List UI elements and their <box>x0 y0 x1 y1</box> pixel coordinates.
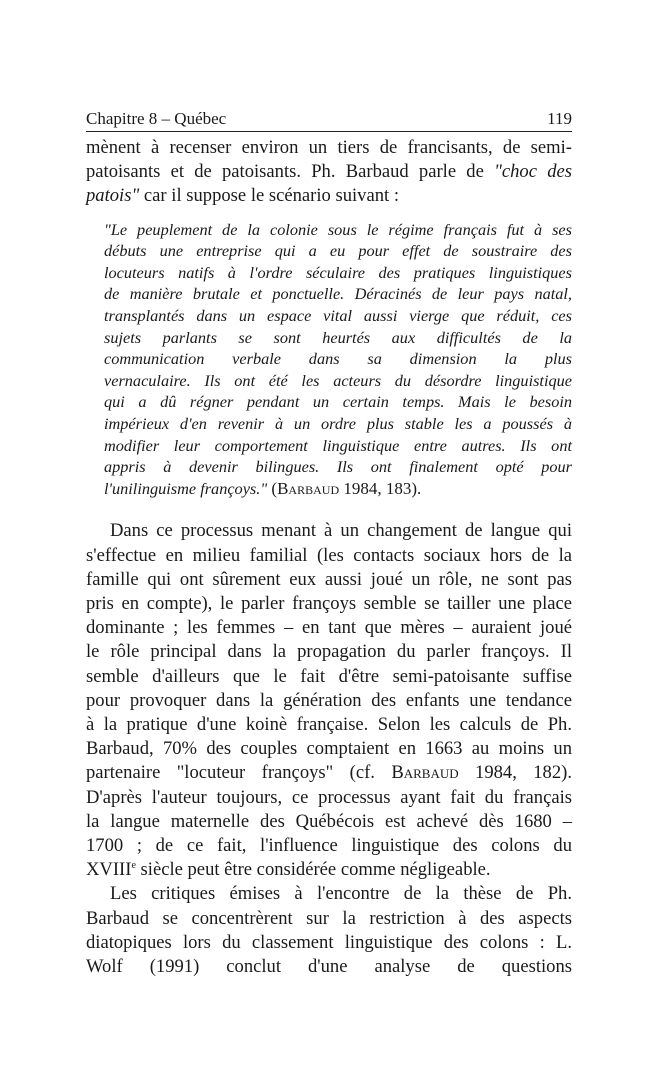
century-numeral: XVIII <box>86 859 132 881</box>
quote-line: "Le peuplement de la colonie sous le régime français fut à ses <box>104 219 572 239</box>
text-span: partenaire "locuteur françoys" (cf. <box>86 762 392 784</box>
quote-line: de manière brutale et ponctuelle. Déracinés de leur pays natal, <box>104 284 572 304</box>
text-line: Wolf (1991) conclut d'une analyse de questions <box>86 955 572 977</box>
quote-line: vernaculaire. Ils ont été les acteurs du désordre linguistique <box>104 370 572 390</box>
text-line: s'effectue en milieu familial (les contacts sociaux hors de la <box>86 544 572 566</box>
quote-line: sujets parlants se sont heurtés aux difficultés de la <box>104 327 572 347</box>
quote-line: débuts une entreprise qui a eu pour effet de soustraire des <box>104 241 572 261</box>
running-head <box>86 108 572 132</box>
text-line: famille qui ont sûrement eux aussi joué un rôle, ne sont pas <box>86 568 572 590</box>
quote-line: appris à devenir bilingues. Ils ont finalement opté pour <box>104 457 572 477</box>
quote-line: impérieux d'en revenir à un ordre plus stable les a poussés à <box>104 413 572 433</box>
quote-line: communication verbale dans sa dimension la plus <box>104 349 572 369</box>
emphasis-patois: patois" <box>86 185 140 207</box>
paragraph-critiques <box>86 882 572 979</box>
text-line <box>86 761 572 785</box>
superscript: e <box>131 859 136 871</box>
text-line <box>86 184 572 208</box>
paragraph-process <box>86 519 572 882</box>
citation-author: Barbaud <box>277 478 340 498</box>
citation <box>267 479 421 498</box>
quote-line: locuteurs natifs à l'ordre séculaire des pratiques linguistiques <box>104 262 572 282</box>
text-line: diatopiques lors du classement linguistique des colons : L. <box>86 931 572 953</box>
text-line: semble d'ailleurs que le fait d'être semi-patoisante suffise <box>86 665 572 687</box>
text-span: 1984, 183). <box>339 478 422 498</box>
text-line: pour provoquer dans la génération des enfants une tendance <box>86 689 572 711</box>
quote-line: transplantés dans un espace vital aussi vierge que réduit, ces <box>104 305 572 325</box>
chapter-title: Chapitre 8 – Québec <box>86 109 227 128</box>
text-line: Les critiques émises à l'encontre de la thèse de Ph. <box>110 883 572 905</box>
text-line: dominante ; les femmes – en tant que mères – auraient joué <box>86 617 572 639</box>
text-line: à la pratique d'une koinè française. Selon les calculs de Ph. <box>86 713 572 735</box>
text-span: ( <box>267 478 278 498</box>
quote-line: modifier leur comportement linguistique entre autres. Ils ont <box>104 435 572 455</box>
text-line <box>86 160 572 184</box>
text-line: Barbaud se concentrèrent sur la restriction à des aspects <box>86 907 572 929</box>
text-line: le rôle principal dans la propagation du parler françoys. Il <box>86 641 572 663</box>
citation-author: Barbaud <box>391 762 459 784</box>
paragraph-intro <box>86 136 572 209</box>
emphasis-choc-des-patois: "choc des <box>494 161 572 183</box>
quote-line: qui a dû régner pendant un certain temps. Mais le besoin <box>104 392 572 412</box>
text-line: Dans ce processus menant à un changement de langue qui <box>110 520 572 542</box>
book-page <box>86 108 572 979</box>
text-line: pris en compte), le parler françoys semble se tailler une place <box>86 592 572 614</box>
text-span: patoisants et de patoisants. Ph. Barbaud parle de <box>86 161 495 183</box>
text-line: mènent à recenser environ un tiers de francisants, de semi- <box>86 137 572 158</box>
text-line: 1700 ; de ce fait, l'influence linguistique des colons du <box>86 834 572 856</box>
text-span: car il suppose le scénario suivant : <box>139 185 400 207</box>
text-line <box>86 858 572 882</box>
text-span: siècle peut être considérée comme négligeable. <box>135 859 491 881</box>
block-quote <box>104 219 572 500</box>
quote-line <box>104 478 572 500</box>
page-number: 119 <box>547 109 572 128</box>
text-span: 1984, 182). <box>458 762 572 784</box>
text-line: D'après l'auteur toujours, ce processus ayant fait du français <box>86 786 572 808</box>
text-line: Barbaud, 70% des couples comptaient en 1663 au moins un <box>86 738 572 760</box>
text-span: l'unilinguisme françoys." <box>104 478 268 498</box>
text-line: la langue maternelle des Québécois est achevé dès 1680 – <box>86 810 572 832</box>
